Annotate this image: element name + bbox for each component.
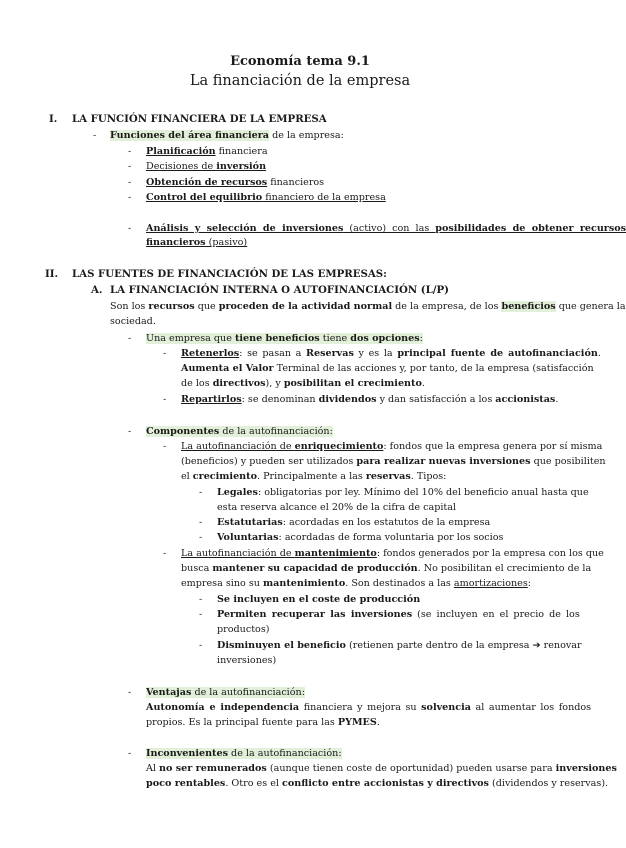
bullet-dash: - [199,594,203,605]
amortizacion-item-cont: productos) [217,624,270,635]
bullet-dash: - [199,640,203,651]
beneficios-intro: Una empresa que tiene beneficios tiene dos opciones: [146,333,423,344]
ventajas-line: Autonomía e independencia financiera y mejora su solvencia al aumentar los fondos [146,702,592,713]
page-subtitle: La financiación de la empresa [189,73,411,89]
bullet-dash: - [163,394,167,405]
bullet-dash: - [128,177,132,188]
section-2-title: LAS FUENTES DE FINANCIACIÓN DE LAS EMPRESAS: [72,268,387,280]
inconvenientes-line: Al no ser remunerados (aunque tienen coste de oportunidad) pueden usarse para inversiones [146,763,617,774]
bullet-dash: - [163,548,167,559]
ventajas-line-2: propios. Es la principal fuente para las PYMES. [146,717,380,728]
enriquecimiento-line-3: el crecimiento. Principalmente a las reservas. Tipos: [181,471,447,482]
section-2-number: II. [45,268,59,280]
bullet-dash: - [128,223,132,234]
enriquecimiento-line: La autofinanciación de enriquecimiento: fondos que la empresa genera por sí misma [181,441,603,452]
enriquecimiento-line-2: (beneficios) y pueden ser utilizados para realizar nuevas inversiones que posibiliten [181,456,606,467]
section-1-title: LA FUNCIÓN FINANCIERA DE LA EMPRESA [72,113,327,125]
bullet-dash: - [128,748,132,759]
definition-line: Son los recursos que proceden de la actividad normal de la empresa, de los beneficios que genera la [110,301,626,312]
bullet-dash: - [128,426,132,437]
reserva-legales-cont: esta reserva alcance el 20% de la cifra de capital [217,502,457,513]
bullet-dash: - [128,161,132,172]
funcion-item: Decisiones de inversión [146,161,267,172]
bullet-dash: - [199,532,203,543]
amortizacion-item: Disminuyen el beneficio (retienen parte dentro de la empresa ➔ renovar [217,640,582,651]
bullet-dash: - [128,146,132,157]
bullet-dash: - [199,517,203,528]
amortizacion-item-cont: inversiones) [217,655,277,666]
componentes-intro: Componentes de la autofinanciación: [146,426,333,437]
bullet-dash: - [128,687,132,698]
funcion-item: Obtención de recursos financieros [146,177,325,188]
bullet-dash: - [128,333,132,344]
bullet-dash: - [163,441,167,452]
reserva-voluntarias: Voluntarias: acordadas de forma voluntaria por los socios [217,532,504,543]
inconvenientes-intro: Inconvenientes de la autofinanciación: [146,748,342,759]
definition-line-cont: sociedad. [110,316,156,327]
retener-line: Retenerlos: se pasan a Reservas y es la principal fuente de autofinanciación. [181,348,601,359]
amortizacion-item: Se incluyen en el coste de producción [217,594,421,605]
subsection-a-number: A. [91,284,103,296]
section-1-number: I. [49,113,58,125]
repartir-line: Repartirlos: se denominan dividendos y dan satisfacción a los accionistas. [181,394,559,405]
ventajas-intro: Ventajas de la autofinanciación: [146,687,305,698]
bullet-dash: - [128,192,132,203]
bullet-dash: - [163,348,167,359]
mantenimiento-line-2: busca mantener su capacidad de producción. No posibilitan el crecimiento de la [181,563,592,574]
subsection-a-title: LA FINANCIACIÓN INTERNA O AUTOFINANCIACIÓN (L/P) [110,284,449,296]
funcion-item: Análisis y selección de inversiones (activo) con las posibilidades de obtener recursos [146,223,626,234]
bullet-dash: - [93,130,97,141]
amortizacion-item: Permiten recuperar las inversiones (se incluyen en el precio de los [217,609,580,620]
retener-line-2: Aumenta el Valor Terminal de las acciones y, por tanto, de la empresa (satisfacción [181,363,594,374]
funcion-item-cont: financieros (pasivo) [146,237,248,248]
bullet-dash: - [199,487,203,498]
reserva-estatutarias: Estatutarias: acordadas en los estatutos de la empresa [217,517,491,528]
inconvenientes-line-2: poco rentables. Otro es el conflicto entre accionistas y directivos (dividendos y reservas). [146,778,609,789]
retener-line-3: de los directivos), y posibilitan el crecimiento. [181,378,425,389]
funciones-label: Funciones del área financiera [110,130,270,141]
bullet-dash: - [199,609,203,620]
reserva-legales: Legales: obligatorias por ley. Mínimo del 10% del beneficio anual hasta que [217,487,589,498]
page-title: Economía tema 9.1 [230,54,370,69]
mantenimiento-line: La autofinanciación de mantenimiento: fondos generados por la empresa con los que [181,548,604,559]
funcion-item: Planificación financiera [146,146,268,157]
mantenimiento-line-3: empresa sino su mantenimiento. Son destinados a las amortizaciones: [181,578,532,589]
funcion-item: Control del equilibrio financiero de la empresa [146,192,386,203]
funciones-intro: Funciones del área financiera de la empresa: [110,130,344,141]
